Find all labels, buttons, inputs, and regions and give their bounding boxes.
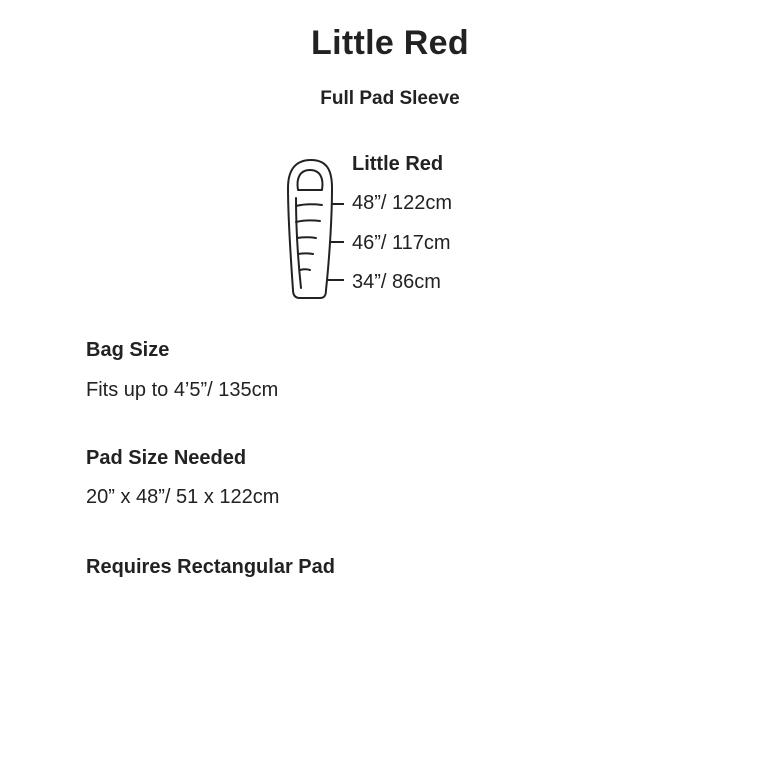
zipper-line xyxy=(296,198,301,288)
baffle-line xyxy=(298,253,313,254)
baffle-line xyxy=(300,269,310,270)
sleeping-bag-icon xyxy=(282,150,352,305)
sleeping-bag-diagram xyxy=(282,150,502,305)
bag-size-label: Bag Size xyxy=(86,339,170,361)
baffle-line xyxy=(296,220,320,222)
measurement-label: 48”/ 122cm xyxy=(352,192,453,214)
diagram-bag-name: Little Red xyxy=(352,153,444,175)
page-title: Little Red xyxy=(311,24,469,62)
pad-requirement-note: Requires Rectangular Pad xyxy=(86,556,335,578)
pad-size-value: 20” x 48”/ 51 x 122cm xyxy=(86,486,280,508)
measurement-label: 34”/ 86cm xyxy=(352,271,441,293)
page-subtitle: Full Pad Sleeve xyxy=(320,88,460,109)
baffle-line xyxy=(296,204,322,206)
pad-size-label: Pad Size Needed xyxy=(86,447,247,469)
bag-outline xyxy=(288,160,332,298)
baffle-line xyxy=(297,237,316,238)
bag-size-value: Fits up to 4’5”/ 135cm xyxy=(86,379,279,401)
measurement-label: 46”/ 117cm xyxy=(352,232,451,254)
hood-opening xyxy=(298,170,323,190)
